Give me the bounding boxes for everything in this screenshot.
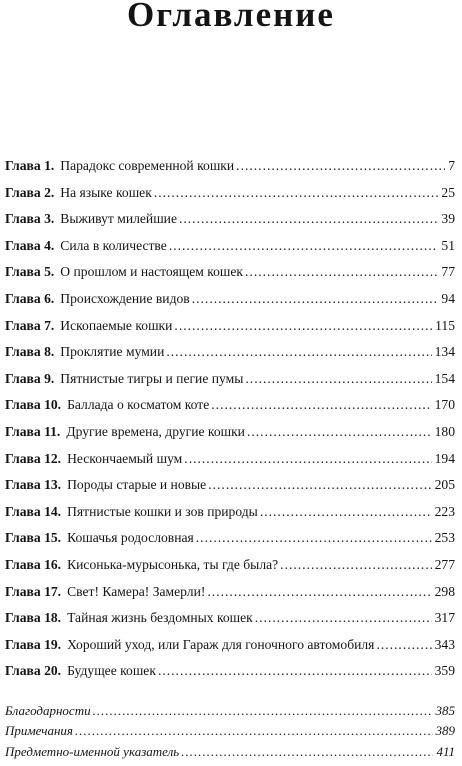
chapter-label: Глава 3.	[5, 211, 55, 227]
page-number: 343	[434, 636, 455, 652]
toc-entry[interactable]	[5, 449, 455, 476]
dot-leader	[158, 661, 432, 681]
toc-entry[interactable]	[5, 635, 455, 662]
chapter-title: Пятнистые кошки и зов природы	[67, 503, 258, 519]
toc-entry[interactable]	[5, 395, 455, 422]
page-number: 317	[434, 610, 455, 626]
toc-entry[interactable]	[5, 209, 455, 236]
chapter-label: Глава 2.	[5, 184, 55, 200]
toc-entry[interactable]	[5, 742, 455, 762]
toc-entry[interactable]	[5, 342, 455, 369]
chapter-title: Тайная жизнь бездомных кошек	[67, 610, 253, 626]
page-number: 298	[434, 583, 455, 599]
chapter-title: Кисонька-мурысонька, ты где была?	[67, 556, 279, 572]
chapter-label: Глава 10.	[5, 397, 62, 413]
toc-entry[interactable]	[5, 608, 455, 635]
chapter-label: Глава 11.	[5, 423, 61, 439]
page-number: 154	[434, 370, 455, 386]
dot-leader	[255, 608, 432, 628]
toc-entry[interactable]	[5, 289, 455, 316]
chapter-label: Глава 14.	[5, 503, 62, 519]
dot-leader	[236, 156, 445, 176]
dot-leader	[93, 701, 433, 721]
dot-leader	[166, 342, 431, 362]
chapter-label: Глава 7.	[5, 317, 55, 333]
toc-entry[interactable]	[5, 555, 455, 582]
page-number: 411	[436, 743, 455, 759]
page-number: 7	[448, 158, 455, 173]
dot-leader	[181, 742, 433, 762]
chapter-title: Сила в количестве	[60, 237, 167, 253]
chapter-label: Глава 20.	[5, 663, 62, 679]
page-number: 223	[434, 503, 455, 519]
chapter-title: Хороший уход, или Гараж для гоночного автомобиля	[67, 636, 375, 652]
dot-leader	[207, 582, 431, 602]
dot-leader	[192, 289, 439, 309]
chapter-label: Глава 19.	[5, 636, 62, 652]
dot-leader	[245, 262, 438, 282]
page-number: 205	[434, 477, 455, 493]
chapter-title: Проклятие мумии	[60, 344, 165, 360]
chapter-title: На языке кошек	[60, 184, 152, 200]
dot-leader	[245, 369, 431, 389]
chapter-label: Глава 6.	[5, 290, 55, 306]
toc-entry[interactable]	[5, 236, 455, 263]
chapter-title: Выживут милейшие	[60, 211, 177, 227]
toc-entry[interactable]	[5, 156, 455, 183]
page-number: 194	[434, 450, 455, 466]
dot-leader	[260, 502, 432, 522]
page-number: 253	[434, 530, 455, 546]
chapter-title: Свет! Камера! Замерли!	[67, 583, 206, 599]
dot-leader	[208, 475, 431, 495]
back-matter-list	[5, 701, 455, 762]
section-title: Предметно-именной указатель	[5, 743, 180, 759]
toc-entry[interactable]	[5, 183, 455, 210]
chapter-label: Глава 12.	[5, 450, 62, 466]
dot-leader	[196, 528, 432, 548]
table-of-contents	[5, 156, 455, 759]
chapter-title: Баллада о косматом коте	[67, 397, 210, 413]
toc-entry[interactable]	[5, 422, 455, 449]
page-number: 180	[434, 423, 455, 439]
dot-leader	[247, 422, 432, 442]
dot-leader	[75, 721, 433, 741]
chapter-label: Глава 13.	[5, 477, 62, 493]
page-number: 277	[434, 556, 455, 572]
page-number: 385	[435, 703, 455, 718]
chapter-title: Породы старые и новые	[67, 477, 207, 493]
chapter-label: Глава 15.	[5, 530, 62, 546]
toc-entry[interactable]	[5, 582, 455, 609]
chapter-label: Глава 1.	[5, 158, 55, 173]
dot-leader	[184, 449, 431, 469]
page-number: 25	[441, 184, 455, 200]
chapter-title: Парадокс современной кошки	[60, 158, 235, 173]
chapter-title: Другие времена, другие кошки	[66, 423, 245, 439]
page-number: 77	[441, 264, 455, 280]
toc-entry[interactable]	[5, 475, 455, 502]
page-number: 359	[434, 663, 455, 679]
chapter-label: Глава 4.	[5, 237, 55, 253]
page-title: Оглавление	[127, 0, 335, 34]
chapter-label: Глава 8.	[5, 344, 55, 360]
chapter-label: Глава 18.	[5, 610, 62, 626]
section-title: Примечания	[5, 723, 73, 739]
dot-leader	[174, 316, 432, 336]
dot-leader	[169, 236, 439, 256]
dot-leader	[280, 555, 431, 575]
toc-entry[interactable]	[5, 369, 455, 396]
chapter-label: Глава 5.	[5, 264, 55, 280]
page-number: 389	[435, 723, 455, 739]
toc-entry[interactable]	[5, 502, 455, 529]
toc-entry[interactable]	[5, 661, 455, 688]
toc-entry[interactable]	[5, 316, 455, 343]
chapter-label: Глава 16.	[5, 556, 62, 572]
page-number: 94	[441, 290, 455, 306]
chapter-label: Глава 17.	[5, 583, 62, 599]
chapter-title: Происхождение видов	[60, 290, 190, 306]
chapter-title: Ископаемые кошки	[60, 317, 173, 333]
dot-leader	[154, 183, 439, 203]
chapter-title: Пятнистые тигры и пегие пумы	[60, 370, 244, 386]
chapter-title: О прошлом и настоящем кошек	[60, 264, 244, 280]
chapter-title: Будущее кошек	[67, 663, 156, 679]
section-title: Благодарности	[5, 703, 91, 718]
page-number: 170	[434, 397, 455, 413]
chapter-label: Глава 9.	[5, 370, 55, 386]
page-number: 115	[435, 317, 455, 333]
chapter-list	[5, 156, 455, 688]
page-number: 134	[434, 344, 455, 360]
toc-entry[interactable]	[5, 701, 455, 721]
page-number: 51	[441, 237, 455, 253]
toc-entry[interactable]	[5, 528, 455, 555]
chapter-title: Кошачья родословная	[67, 530, 194, 546]
dot-leader	[211, 395, 431, 415]
dot-leader	[179, 209, 438, 229]
chapter-title: Нескончаемый шум	[67, 450, 183, 466]
toc-entry[interactable]	[5, 721, 455, 741]
dot-leader	[376, 635, 431, 655]
toc-entry[interactable]	[5, 262, 455, 289]
page-number: 39	[441, 211, 455, 227]
